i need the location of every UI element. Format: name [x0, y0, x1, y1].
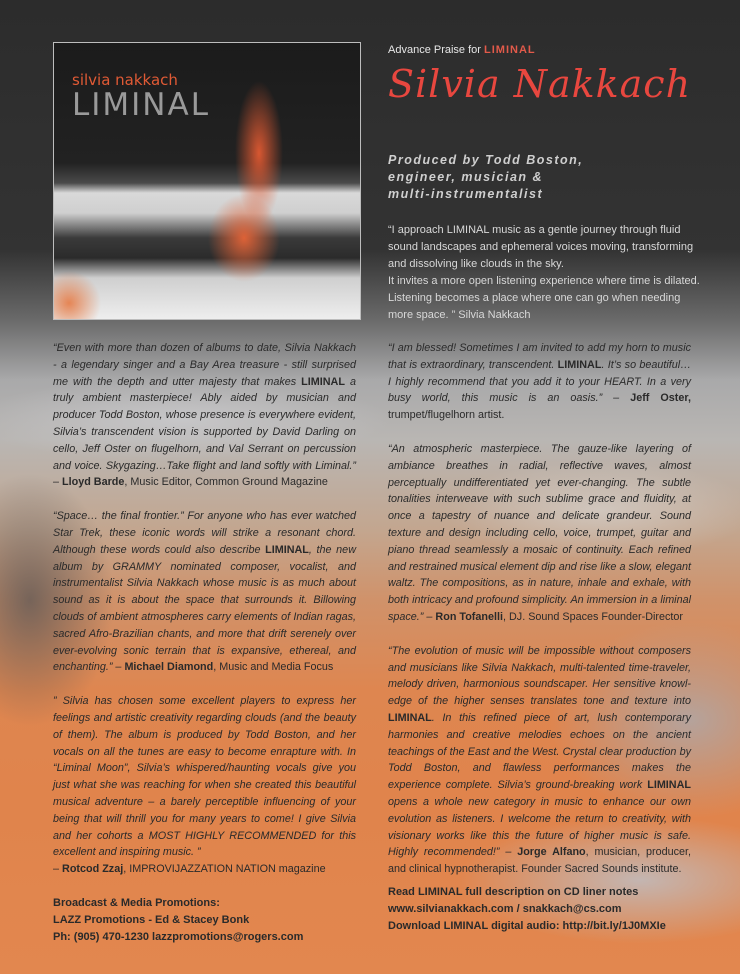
cover-album-title: LIMINAL [72, 87, 210, 123]
review-credit: trumpet/flugelhorn artist. [388, 409, 505, 422]
review-ron-tofanelli [388, 441, 691, 626]
review-quote: “The evolution of music will be impossible without composers and musicians like Silvia Nakkach, multi-talented time-traveler, melody driven, harmonious soundscaper. Her sensitive knowledge of the higher senses translates tone and texture into [388, 644, 691, 708]
review-michael-diamond [53, 508, 356, 676]
album-name: LIMINAL [301, 375, 345, 388]
review-credit: , Music Editor, Common Ground Magazine [124, 476, 328, 489]
dash: – [53, 863, 63, 876]
album-cover [53, 42, 361, 320]
review-author: Lloyd Barde [62, 476, 125, 489]
contact-company: LAZZ Promotions - Ed & Stacey Bonk [53, 913, 250, 926]
review-author: Michael Diamond [124, 661, 214, 674]
review-quote: a truly ambient masterpiece! Ably aided by musician and producer Todd Boston, whose presence is everywhere evident, Silvia’s transcendent vision is supported by David Darling on cello, Jeff Oster on flugelhorn, and Val Serrant on percussion and voice. Skygazing…Take flight and land softly with Liminal.” – [53, 375, 356, 489]
liner-notes-note: Read LIMINAL full description on CD liner notes [388, 885, 639, 898]
artist-signature: Silvia Nakkach [388, 62, 692, 106]
review-quote: . In this refined piece of art, lush contemporary harmonies and creative melodies echoes on the ancient teachings of the East and the West. Crystal clear production by Todd Boston, and flawless performances makes the experience complete. Silvia’s ground-breaking work [388, 711, 691, 792]
album-name: LIMINAL [388, 711, 432, 724]
artist-quote [388, 222, 708, 324]
review-quote: “An atmospheric masterpiece. The gauze-like layering of ambiance breathes in radial, reflective waves, almost perceptually undifferentiated yet ever-changing. The subtle tonalities interweave with such sublime grace and fluidity, at once a tapestry of nuance and delicate grandeur. Sound texture and design including cello, voice, trumpet, guitar and piano thread seamlessly a mosaic of continuity. Each refined and restrained musical element dip and rise like a slow, elegant waltz. The compositions, as in nature, inhale and exhale, with both intricacy and profound simplicity. An immersion in a liminal space.” – [388, 442, 691, 623]
advance-album: LIMINAL [484, 44, 536, 56]
advance-praise-label [388, 44, 536, 56]
advance-prefix: Advance Praise for [388, 44, 484, 56]
album-name: LIMINAL [557, 358, 602, 371]
review-quote: opens a whole new category in music to enhance our own evolution as listeners. I welcome the return to creativity, with visionary works like this the future of higher music is safe. Highly recommended!” – [388, 795, 691, 859]
artist-quote-text: “I approach LIMINAL music as a gentle journey through fluid sound landscapes and ephemeral voices moving, transforming and dissolving like clouds in the sky. [388, 224, 694, 270]
album-name: LIMINAL [265, 543, 309, 556]
review-author: Jeff Oster, [630, 392, 691, 405]
producer-line: Produced by Todd Boston, [388, 153, 584, 167]
review-quote: ” Silvia has chosen some excellent players to express her feelings and artistic creativity regarding clouds (and the beauty of them). The album is produced by Todd Boston, and her vocals on all the tunes are easy to become enrapture with. In “Liminal Moon”, Silvia’s whispered/haunting vocals give you just what she was reaching for when she created this beautiful musical adventure – a barely perceptible influencing of your being that will thrill you for many years to come! I give Silvia and her cohorts a MOST HIGHLY RECOMMENDED for this excellent and inspiring music. ” [53, 695, 356, 859]
review-quote: “Space… the final frontier.” For anyone who has ever watched Star Trek, these iconic words will strike a resonant chord. Although these words could also describe [53, 510, 356, 556]
review-credit: , DJ. Sound Spaces Founder-Director [503, 610, 684, 623]
producer-credit [388, 152, 718, 203]
review-quote: “Even with more than dozen of albums to date, Silvia Nakkach - a legendary singer and a Bay Area treasure - still surprised me with the depth and utter majesty that makes [53, 342, 356, 388]
producer-line: multi-instrumentalist [388, 187, 544, 201]
review-author: Ron Tofanelli [435, 610, 503, 623]
contact-phone-email[interactable]: Ph: (905) 470-1230 lazzpromotions@rogers.com [53, 930, 304, 943]
review-author: Jorge Alfano [517, 846, 586, 859]
review-jorge-alfano [388, 643, 691, 878]
review-jeff-oster [388, 340, 691, 424]
review-lloyd-barde [53, 340, 356, 491]
website-email-link[interactable]: www.silvianakkach.com / snakkach@cs.com [388, 902, 622, 915]
review-credit: , IMPROVIJAZZATION NATION magazine [123, 863, 326, 876]
producer-line: engineer, musician & [388, 170, 544, 184]
review-credit: , Music and Media Focus [213, 661, 334, 674]
artist-quote-text: It invites a more open listening experience where time is dilated. Listening becomes a place where one can go when needing more space. ” Silvia Nakkach [388, 275, 700, 321]
review-author: Rotcod Zzaj [62, 863, 124, 876]
album-links [388, 884, 691, 935]
review-quote: “I am blessed! Sometimes I am invited to add my horn to music that is extraordinary, transcendent. [388, 342, 691, 371]
promotions-contact [53, 895, 356, 946]
review-quote: , the new album by GRAMMY nominated composer, vocalist, and instrumentalist Silvia Nakkach whose music is as much about sound as it is about the space that surrounds it. Billowing clouds of ambient atmospheres carry elements of Indian ragas, sacred Afro-Brazilian chants, and more that drift serenely over ever-evolving sonic terrain that is expansive, ethereal, and enchanting.” – [53, 543, 356, 674]
review-rotcod-zzaj [53, 693, 356, 878]
review-credit: , musician, producer, and clinical hypnotherapist. Founder Sacred Sounds institute. [388, 846, 691, 876]
reviews-right-column [388, 340, 691, 935]
advance-praise-heading [388, 40, 718, 58]
reviews-left-column [53, 340, 356, 946]
review-quote: . It’s so beautiful…I highly recommend that you add it to your HEART. In a very busy world, this music is an oasis.” – [388, 358, 691, 405]
cover-artist-name: silvia nakkach [72, 71, 178, 89]
contact-heading: Broadcast & Media Promotions: [53, 896, 220, 909]
download-link[interactable]: Download LIMINAL digital audio: http://bit.ly/1J0MXIe [388, 919, 666, 932]
album-name: LIMINAL [647, 779, 691, 792]
